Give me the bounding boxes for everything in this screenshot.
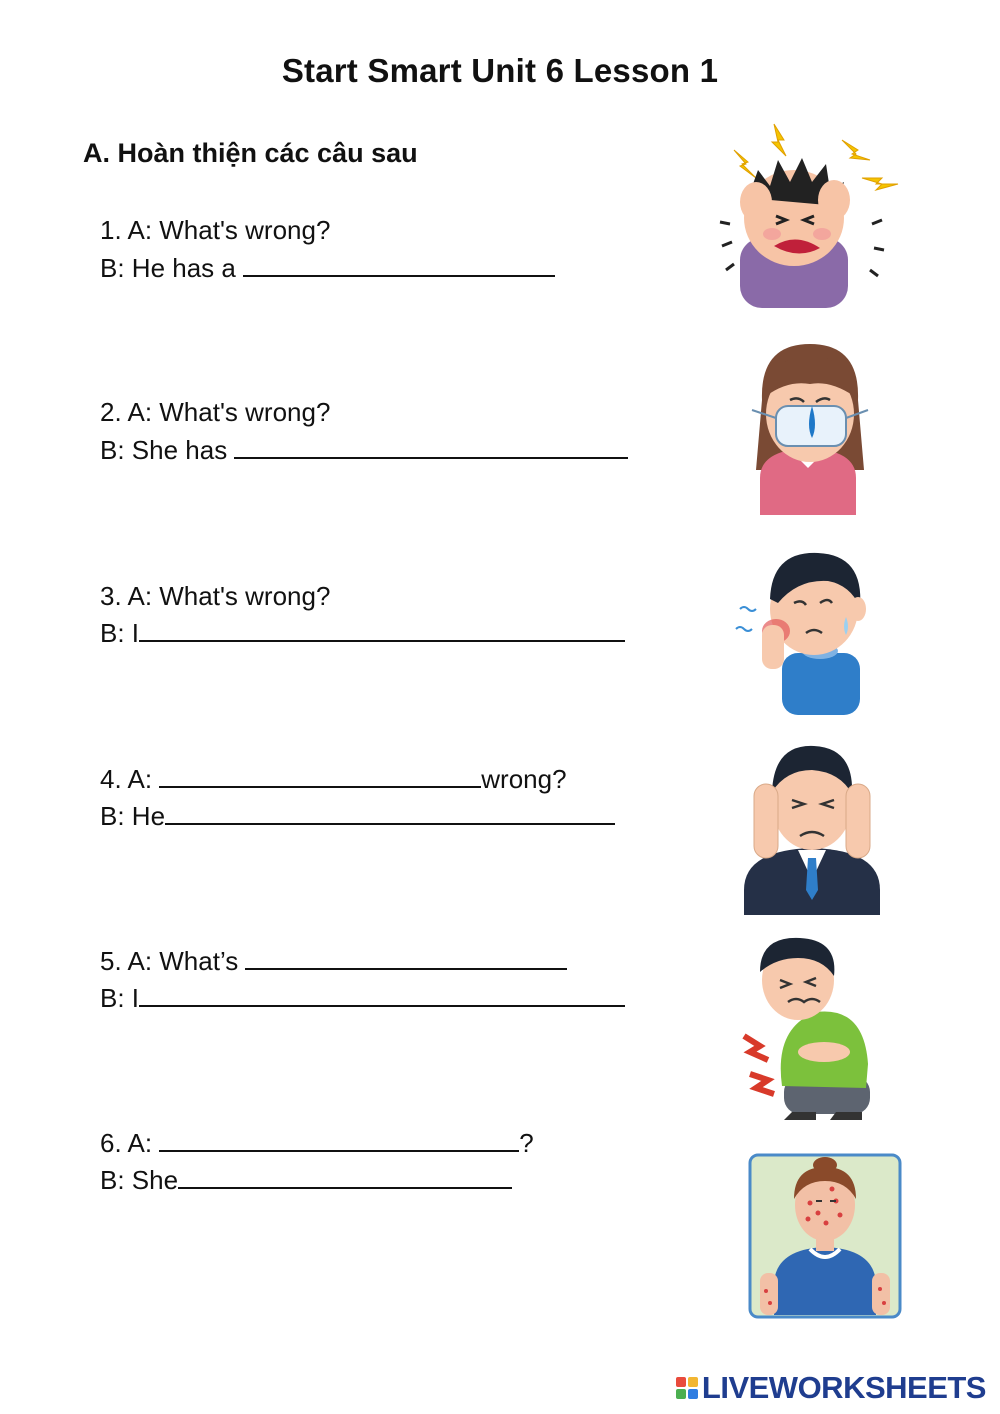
question-4-b: B: He — [100, 800, 615, 832]
chickenpox-icon — [748, 1153, 902, 1324]
page-title: Start Smart Unit 6 Lesson 1 — [281, 52, 719, 89]
runny-nose-icon — [740, 340, 875, 520]
question-3-b: B: I — [100, 617, 625, 649]
toothache-icon — [732, 545, 872, 720]
question-6-b: B: She — [100, 1164, 512, 1196]
question-5-b: B: I — [100, 982, 625, 1014]
answer-blank-2[interactable] — [234, 435, 628, 459]
logo-mark-icon — [676, 1377, 698, 1399]
answer-blank-1[interactable] — [243, 253, 555, 277]
section-heading: A. Hoàn thiện các câu sau — [83, 138, 418, 168]
question-5-a: 5. A: What’s — [100, 945, 567, 977]
earache-icon — [740, 740, 885, 920]
answer-blank-4a[interactable] — [159, 764, 481, 788]
stomachache-icon — [738, 936, 878, 1126]
question-1-a: 1. A: What's wrong? — [100, 215, 331, 245]
question-3-a: 3. A: What's wrong? — [100, 581, 331, 611]
headache-icon — [712, 120, 907, 320]
answer-blank-5a[interactable] — [245, 946, 567, 970]
answer-blank-5b[interactable] — [139, 983, 625, 1007]
question-4-a: 4. A: wrong? — [100, 764, 567, 794]
question-1-b: B: He has a — [100, 252, 555, 284]
answer-blank-6a[interactable] — [159, 1128, 519, 1152]
question-2-b: B: She has — [100, 434, 628, 466]
question-6-a: 6. A: ? — [100, 1128, 534, 1158]
answer-blank-4b[interactable] — [165, 801, 615, 825]
liveworksheets-logo — [676, 1370, 986, 1406]
answer-blank-3[interactable] — [139, 618, 625, 642]
brand-name: LIVEWORKSHEETS — [701, 1370, 986, 1405]
question-2-a: 2. A: What's wrong? — [100, 397, 331, 427]
answer-blank-6b[interactable] — [178, 1165, 512, 1189]
